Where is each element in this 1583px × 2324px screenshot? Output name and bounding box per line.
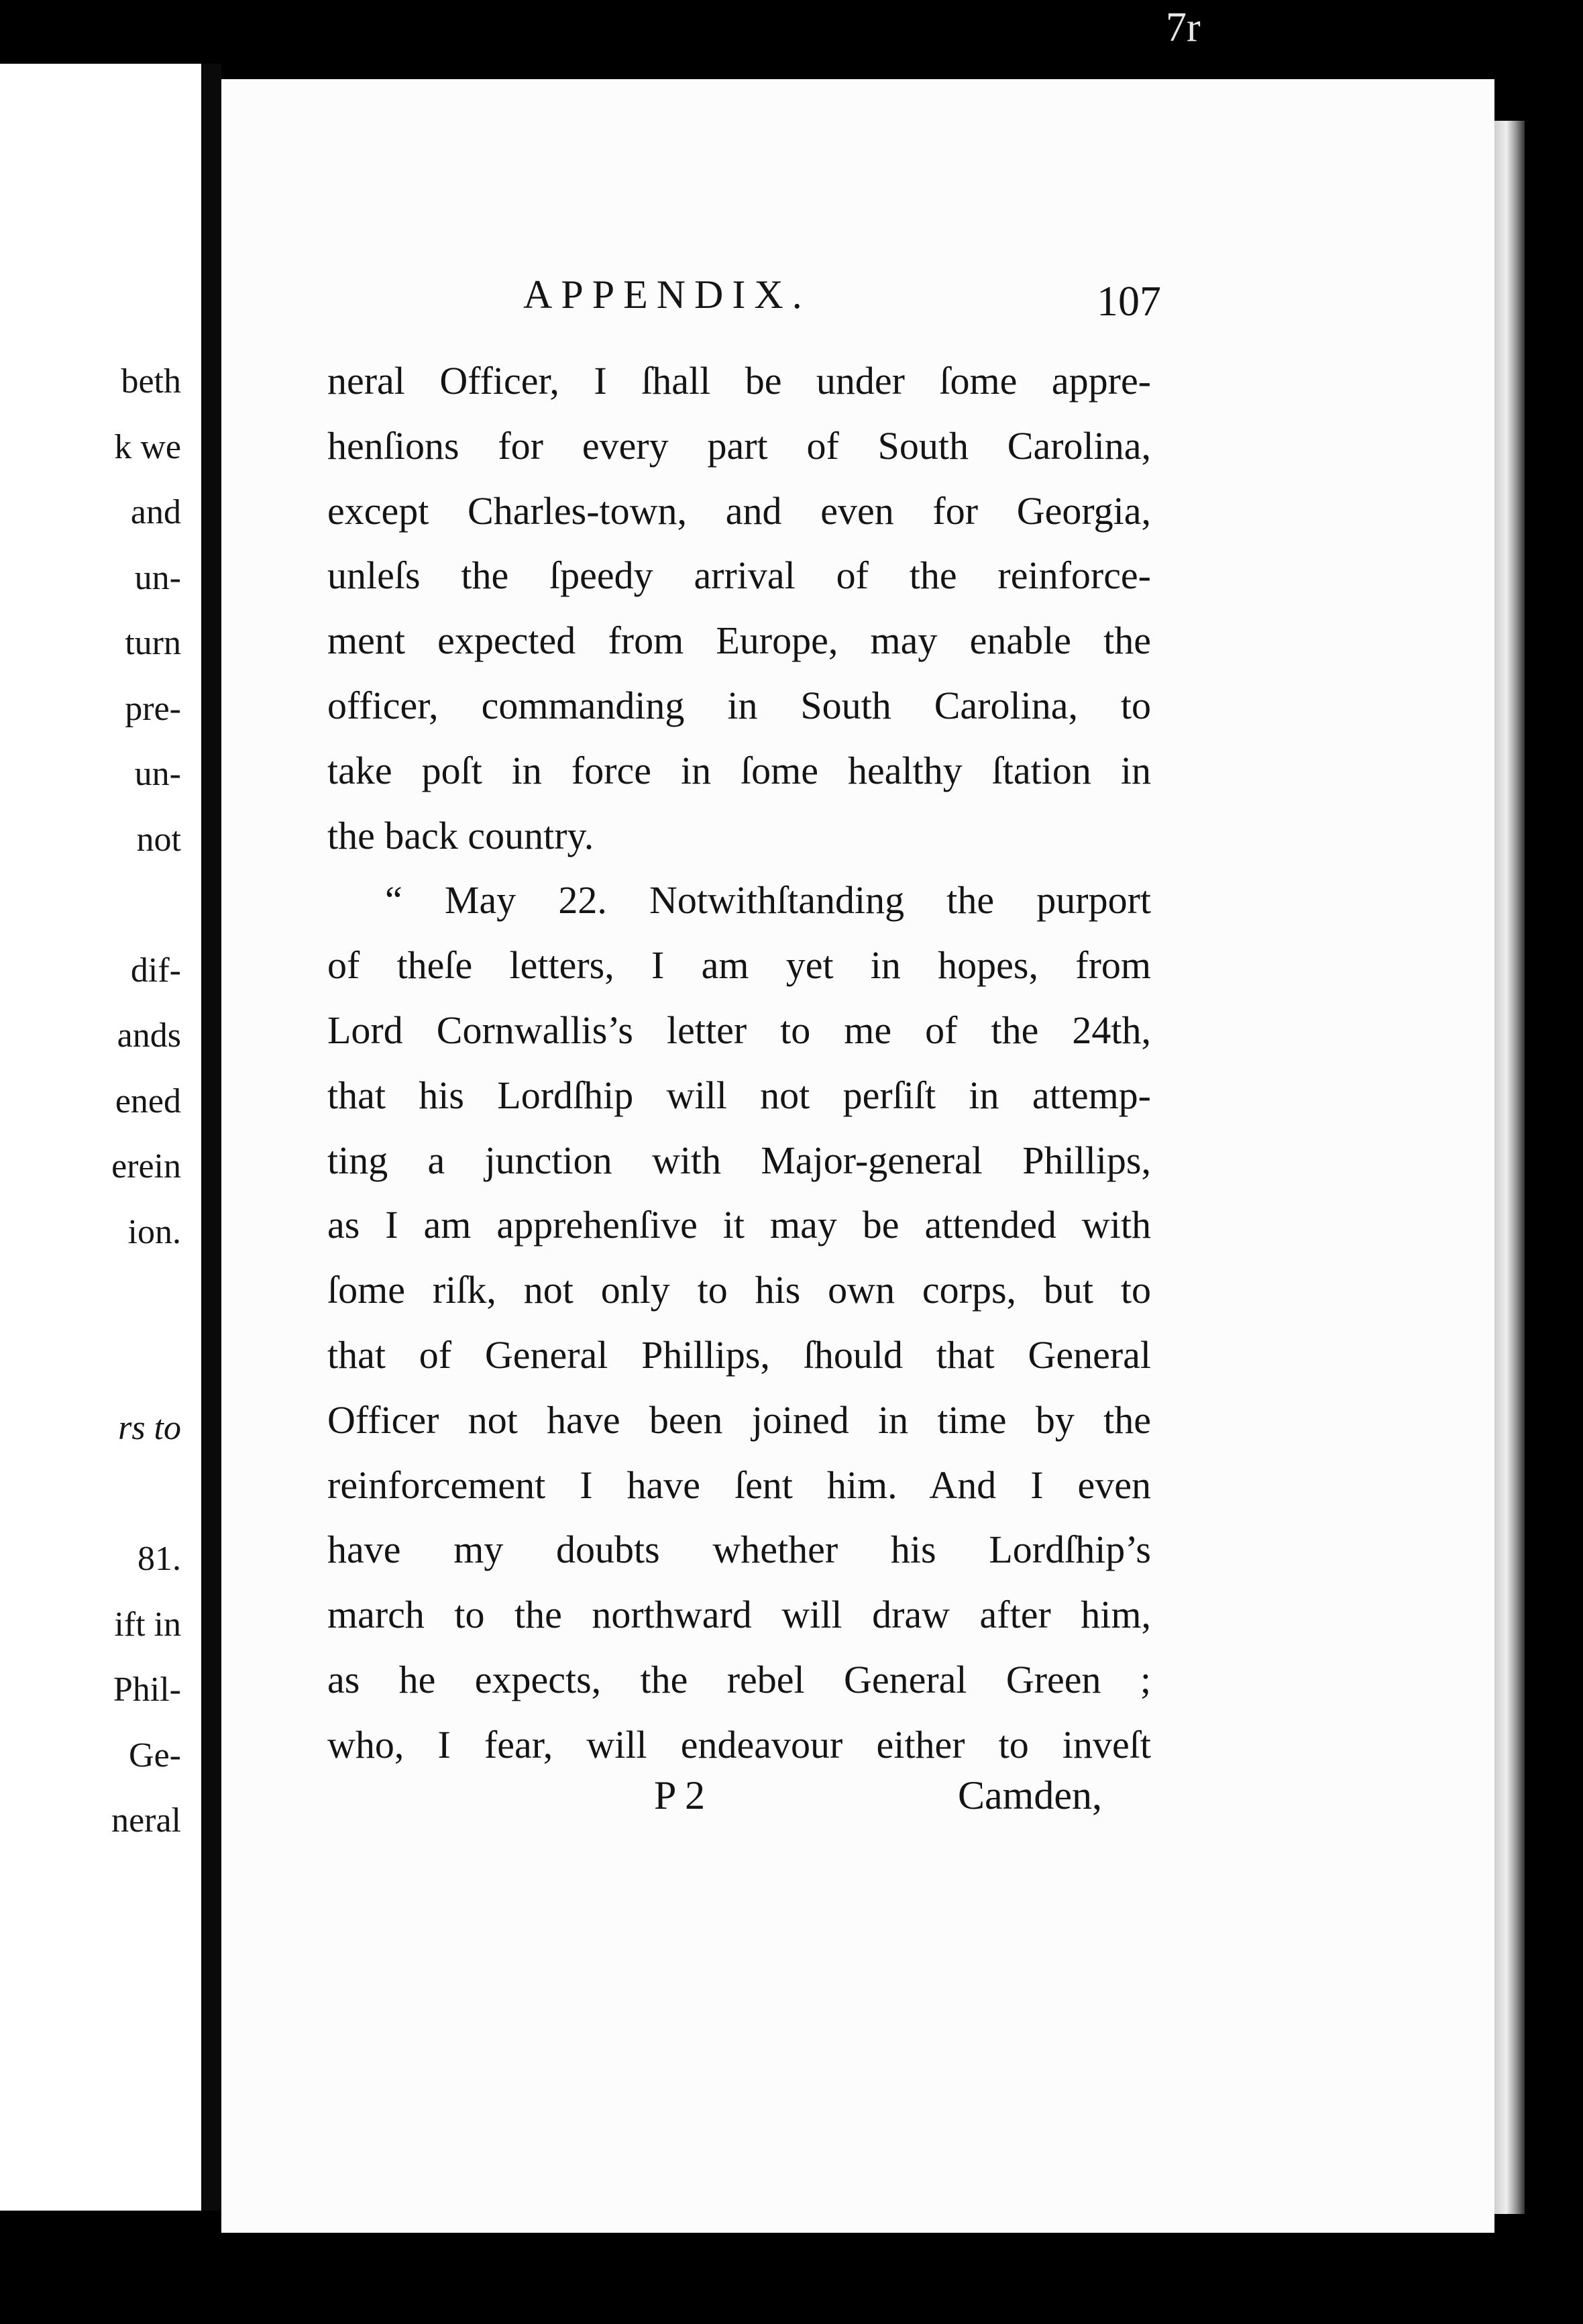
left-fragment: dif- — [130, 951, 181, 990]
left-fragment: Phil- — [113, 1671, 181, 1709]
left-fragment: turn — [125, 624, 181, 662]
left-fragment: neral — [111, 1801, 181, 1840]
left-fragment: and — [130, 493, 181, 531]
text-line: officer, commanding in South Carolina, to — [327, 683, 1151, 727]
left-fragment: erein — [111, 1147, 181, 1185]
text-line: march to the northward will draw after him, — [327, 1593, 1151, 1637]
text-line: except Charles-town, and even for Georgia, — [327, 488, 1151, 533]
body-text — [327, 349, 1151, 1778]
text-line: unleſs the ſpeedy arrival of the reinforce- — [327, 553, 1151, 598]
left-fragment: pre- — [125, 689, 181, 728]
left-fragment: Ge- — [129, 1736, 181, 1775]
left-fragment: ened — [115, 1081, 181, 1120]
text-line: as I am apprehenſive it may be attended with — [327, 1203, 1151, 1247]
text-line: Lord Cornwallis’s letter to me of the 24th, — [327, 1008, 1151, 1052]
left-fragment: k we — [114, 427, 181, 466]
left-fragment: rs to — [118, 1409, 181, 1447]
left-fragment: beth — [121, 362, 181, 401]
left-fragment — [0, 1461, 181, 1527]
corner-mark: 7r — [1166, 5, 1201, 50]
left-fragment — [0, 1265, 181, 1330]
left-fragment: ift in — [114, 1605, 181, 1644]
text-line: ſome riſk, not only to his own corps, but to — [327, 1268, 1151, 1312]
left-fragment: not — [136, 820, 181, 859]
text-line: Officer not have been joined in time by the — [327, 1397, 1151, 1442]
text-line: the back country. — [327, 813, 594, 857]
text-line: as he expects, the rebel General Green ; — [327, 1657, 1151, 1701]
text-line: who, I fear, will endeavour either to inveſt — [327, 1722, 1151, 1766]
left-fragment: ands — [117, 1016, 181, 1055]
left-fragment: un- — [134, 755, 181, 793]
page-number: 107 — [1097, 277, 1161, 325]
text-line: of theſe letters, I am yet in hopes, from — [327, 943, 1151, 988]
book-gutter — [201, 64, 221, 2211]
text-line: that of General Phillips, ſhould that General — [327, 1332, 1151, 1377]
left-fragment — [0, 1330, 181, 1396]
signature-mark: P 2 — [654, 1773, 706, 1817]
left-fragment: un- — [134, 558, 181, 597]
text-line: ting a junction with Major-general Phillips, — [327, 1138, 1151, 1182]
running-head: APPENDIX. — [523, 272, 811, 317]
text-line: have my doubts whether his Lordſhip’s — [327, 1528, 1151, 1572]
text-line: reinforcement I have ſent him. And I even — [327, 1463, 1151, 1507]
text-line: that his Lordſhip will not perſiſt in attemp- — [327, 1073, 1151, 1117]
text-line: henſions for every part of South Carolina, — [327, 423, 1151, 468]
text-line: neral Officer, I ſhall be under ſome appre- — [327, 359, 1151, 403]
text-line: ment expected from Europe, may enable the — [327, 619, 1151, 663]
page-edge — [1494, 121, 1525, 2214]
left-page-text — [0, 349, 181, 1854]
left-fragment: ion. — [127, 1212, 181, 1251]
text-line: take poſt in force in ſome healthy ſtation in — [327, 748, 1151, 792]
left-fragment — [0, 872, 181, 938]
catchword: Camden, — [958, 1773, 1102, 1817]
left-fragment: 81. — [138, 1540, 181, 1578]
text-line: “ May 22. Notwithſtanding the purport — [385, 878, 1151, 922]
